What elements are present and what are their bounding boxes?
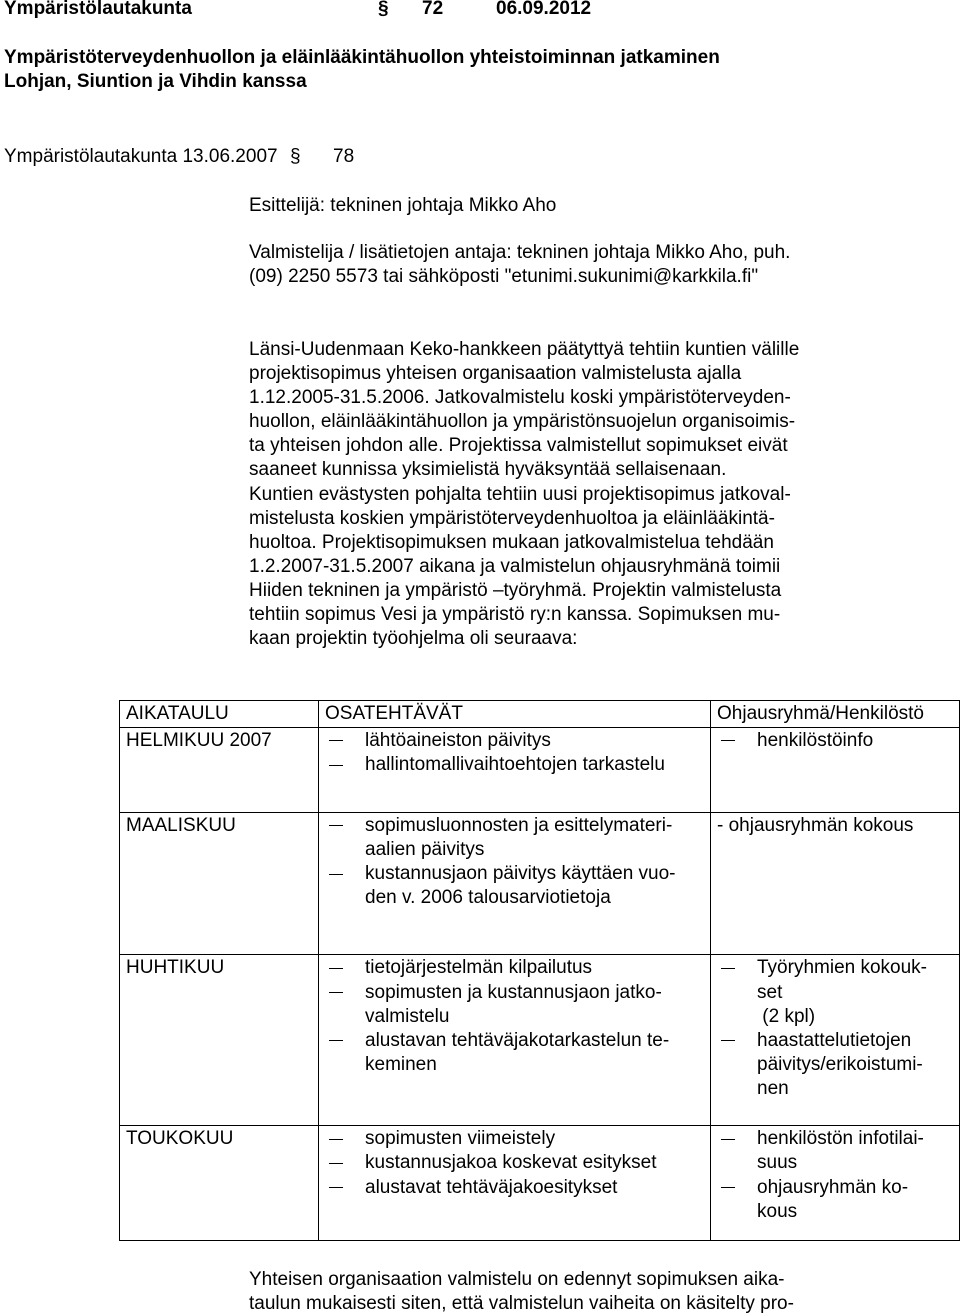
body-line: Kuntien evästysten pohjalta tehtiin uusi projektisopimus jatkoval- (249, 483, 791, 505)
body-line: Hiiden tekninen ja ympäristö –työryhmä. Projektin valmistelusta (249, 579, 782, 601)
staff-cell (711, 955, 960, 1126)
item-text (757, 1029, 959, 1102)
item-line: hallintomallivaihtoehtojen tarkastelu (365, 754, 665, 776)
item-line: nen (757, 1078, 789, 1100)
item-text (757, 729, 959, 753)
item-line: (2 kpl) (757, 1005, 816, 1027)
header-cell-staff: Ohjausryhmä/Henkilöstö (711, 701, 960, 728)
item-text (717, 814, 959, 838)
body-paragraph (249, 338, 869, 651)
body-line: huollon, eläinlääkintähuollon ja ympäristönsuojelun organisoimis- (249, 411, 796, 433)
document-title-line-1: Ympäristöterveydenhuollon ja eläinlääkintähuollon yhteistoiminnan jatkaminen (4, 47, 720, 68)
item-line: alustavat tehtäväjakoesitykset (365, 1176, 618, 1198)
table-header-row (120, 701, 960, 728)
item-line: sopimusten ja kustannusjaon jatko- (365, 981, 662, 1003)
item-line: henkilöstöinfo (757, 730, 874, 751)
dash-bullet-icon (325, 862, 365, 886)
task-item (325, 729, 710, 753)
staff-item (717, 729, 959, 753)
body-line: kaan projektin työohjelma oli seuraava: (249, 628, 578, 650)
item-line: tietojärjestelmän kilpailutus (365, 957, 593, 979)
staff-item (717, 1029, 959, 1102)
item-line: henkilöstön infotilai- (757, 1128, 924, 1150)
task-item (325, 862, 710, 910)
item-line: haastattelutietojen (757, 1029, 912, 1051)
staff-cell (711, 1126, 960, 1241)
item-line: alustavan tehtäväjakotarkastelun te- (365, 1029, 670, 1051)
table-row (120, 728, 960, 813)
item-line: sopimusten viimeistely (365, 1128, 556, 1150)
dash-bullet-icon (325, 814, 365, 838)
item-line: ohjausryhmän ko- (757, 1176, 909, 1198)
dash-bullet-icon (717, 1029, 757, 1053)
section-symbol: § (378, 0, 389, 19)
body-line: 1.12.2005-31.5.2006. Jatkovalmistelu koski ympäristöterveyden- (249, 387, 791, 409)
dash-bullet-icon (325, 1127, 365, 1151)
item-line: aalien päivitys (365, 838, 485, 860)
staff-item (717, 1127, 959, 1175)
item-text (757, 1127, 959, 1175)
task-item (325, 956, 710, 980)
body-line: Länsi-Uudenmaan Keko-hankkeen päätyttyä tehtiin kuntien välille (249, 339, 800, 360)
footer-line: Yhteisen organisaation valmistelu on edennyt sopimuksen aika- (249, 1269, 785, 1290)
dash-bullet-icon (325, 753, 365, 777)
table-row (120, 1126, 960, 1241)
table-row (120, 955, 960, 1126)
dash-bullet-icon (325, 1029, 365, 1053)
period-cell (120, 812, 319, 955)
body-line: huoltoa. Projektisopimuksen mukaan jatkovalmistelua tehdään (249, 531, 774, 553)
item-text (365, 1176, 710, 1200)
item-text (365, 814, 710, 862)
item-line: kustannusjaon päivitys käyttäen vuo- (365, 863, 676, 885)
item-line: - ohjausryhmän kokous (717, 814, 914, 836)
body-line: tehtiin sopimus Vesi ja ympäristö ry:n kanssa. Sopimuksen mu- (249, 604, 781, 626)
item-line: kous (757, 1200, 798, 1222)
dash-bullet-icon (717, 1127, 757, 1151)
dash-bullet-icon (325, 981, 365, 1005)
item-line: set (757, 981, 783, 1003)
item-text (365, 981, 710, 1029)
item-text (365, 753, 710, 777)
task-item (325, 1029, 710, 1077)
task-item (325, 1176, 710, 1200)
item-line: lähtöaineiston päivitys (365, 730, 551, 751)
dash-bullet-icon (717, 729, 757, 753)
preparer-line: (09) 2250 5573 tai sähköposti "etunimi.sukunimi@karkkila.fi" (249, 266, 759, 287)
item-text (365, 1151, 710, 1175)
staff-item (717, 956, 959, 1029)
tasks-cell (319, 728, 711, 813)
preparer-line: Valmistelija / lisätietojen antaja: tekninen johtaja Mikko Aho, puh. (249, 242, 791, 263)
prior-section-number: 78 (333, 146, 355, 167)
committee-name: Ympäristölautakunta (4, 0, 192, 19)
tasks-cell (319, 812, 711, 955)
work-schedule-table (119, 700, 960, 1241)
header-cell-schedule: AIKATAULU (120, 701, 319, 728)
period-label: TOUKOKUU (126, 1128, 234, 1150)
body-line: projektisopimus yhteisen organisaation valmistelusta ajalla (249, 363, 742, 385)
presenter-line: Esittelijä: tekninen johtaja Mikko Aho (249, 195, 557, 216)
meeting-date: 06.09.2012 (496, 0, 592, 19)
task-item (325, 753, 710, 777)
section-number: 72 (422, 0, 444, 19)
header-cell-tasks: OSATEHTÄVÄT (319, 701, 711, 728)
staff-cell (711, 812, 960, 955)
period-label: HUHTIKUU (126, 957, 225, 979)
staff-cell (711, 728, 960, 813)
item-line: suus (757, 1152, 798, 1174)
table-body (120, 728, 960, 1241)
item-line: den v. 2006 talousarviotietoja (365, 887, 611, 909)
period-cell (120, 955, 319, 1126)
document-title-line-2: Lohjan, Siuntion ja Vihdin kanssa (4, 71, 307, 92)
item-line: päivitys/erikoistumi- (757, 1054, 923, 1076)
item-line: Työryhmien kokouk- (757, 957, 928, 979)
dash-bullet-icon (325, 956, 365, 980)
tasks-cell (319, 955, 711, 1126)
period-label: MAALISKUU (126, 814, 236, 836)
task-item (325, 981, 710, 1029)
task-item (325, 814, 710, 862)
body-line: mistelusta koskien ympäristöterveydenhuoltoa ja eläinlääkintä- (249, 507, 775, 529)
item-text (365, 1029, 710, 1077)
staff-item (717, 1176, 959, 1224)
item-line: sopimusluonnosten ja esittelymateri- (365, 814, 673, 836)
footer-line: taulun mukaisesti siten, että valmistelun vaiheita on käsitelty pro- (249, 1293, 794, 1314)
dash-bullet-icon (717, 1176, 757, 1200)
prior-meeting-label: Ympäristölautakunta 13.06.2007 (4, 146, 278, 167)
tasks-cell (319, 1126, 711, 1241)
item-text (365, 956, 710, 980)
item-text (757, 956, 959, 1029)
period-label: HELMIKUU 2007 (126, 730, 272, 751)
period-cell (120, 1126, 319, 1241)
prior-section-symbol: § (290, 146, 301, 167)
task-item (325, 1127, 710, 1151)
item-text (365, 1127, 710, 1151)
staff-item (717, 814, 959, 838)
item-line: kustannusjakoa koskevat esitykset (365, 1152, 657, 1174)
table-row (120, 812, 960, 955)
preparer-info (249, 241, 790, 289)
item-text (757, 1176, 959, 1224)
body-line: saaneet kunnissa yksimielistä hyväksyntää sellaisenaan. (249, 459, 727, 481)
dash-bullet-icon (325, 1176, 365, 1200)
item-line: keminen (365, 1054, 437, 1076)
item-text (365, 862, 710, 910)
task-item (325, 1151, 710, 1175)
period-cell (120, 728, 319, 813)
body-line: 1.2.2007-31.5.2007 aikana ja valmistelun ohjausryhmänä toimii (249, 555, 781, 577)
dash-bullet-icon (325, 1151, 365, 1175)
item-text (365, 729, 710, 753)
closing-paragraph (249, 1268, 794, 1316)
body-line: ta yhteisen johdon alle. Projektissa valmistellut sopimukset eivät (249, 435, 788, 457)
dash-bullet-icon (325, 729, 365, 753)
dash-bullet-icon (717, 956, 757, 980)
item-line: valmistelu (365, 1005, 450, 1027)
